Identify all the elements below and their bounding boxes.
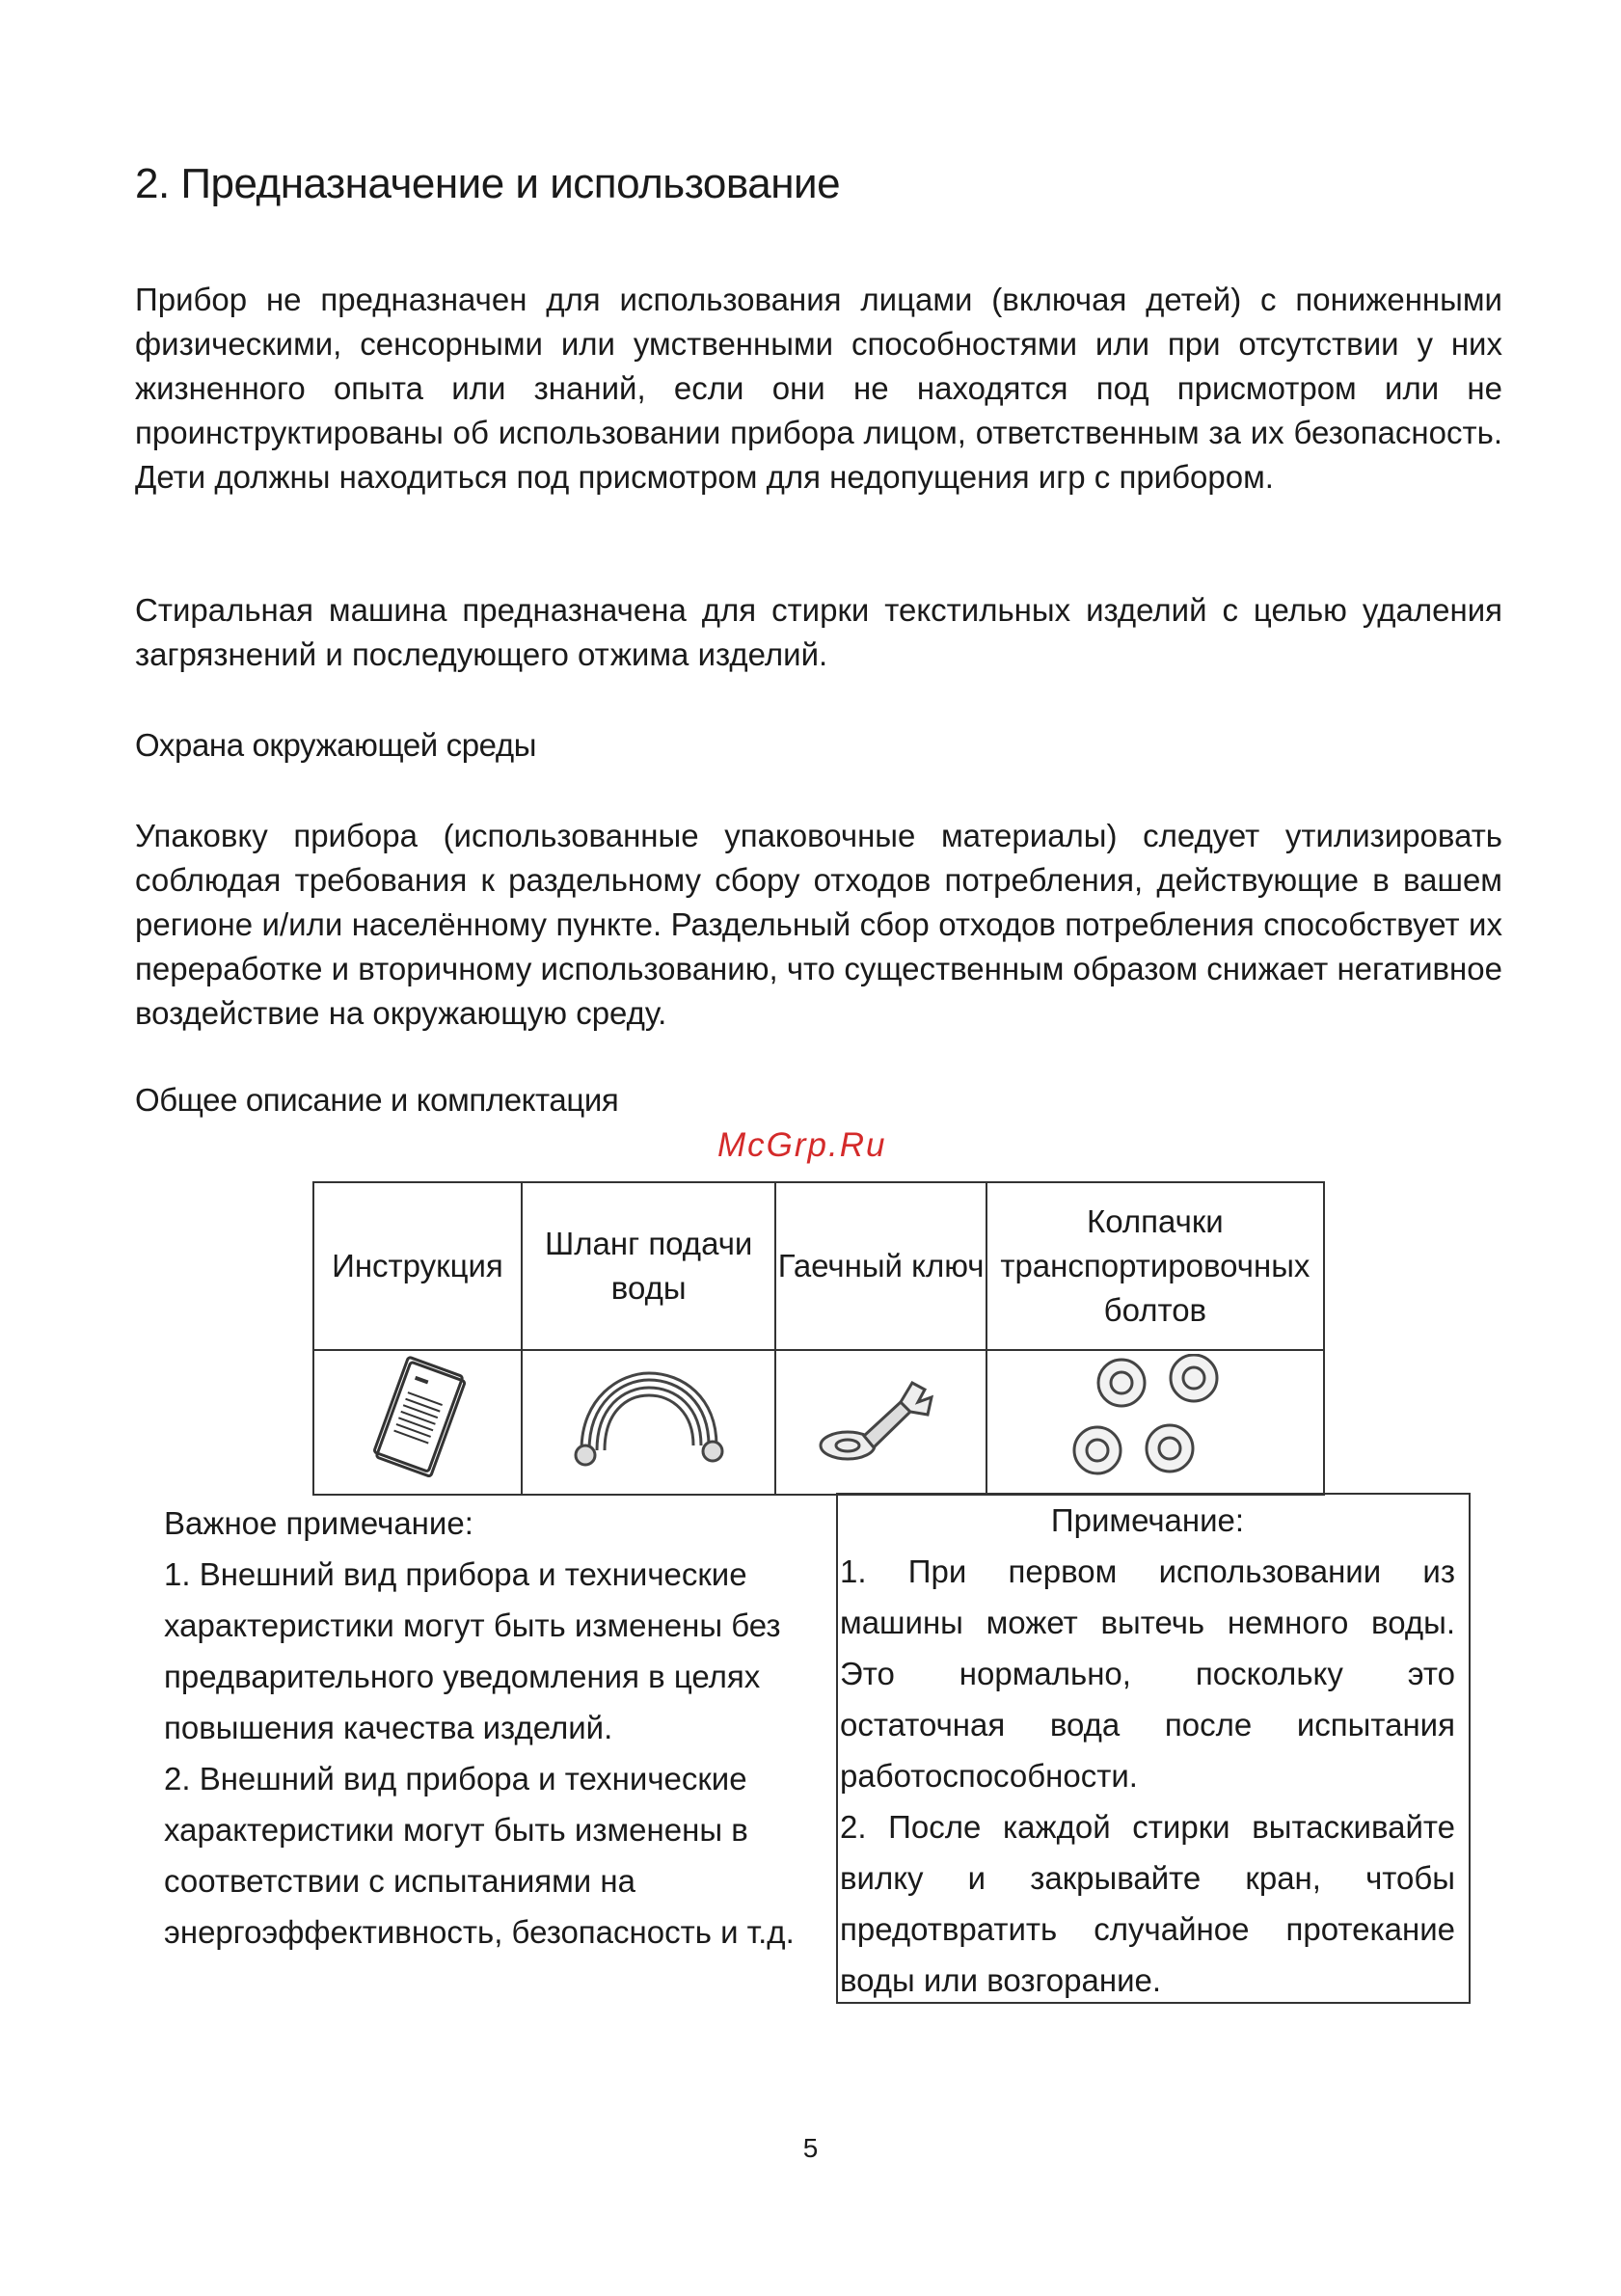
manual-cell (313, 1350, 522, 1495)
important-note-heading: Важное примечание: (164, 1505, 473, 1541)
page-title: 2. Предназначение и использование (135, 160, 841, 207)
note-heading: Примечание: (1050, 1502, 1245, 1538)
caps-cell (986, 1350, 1324, 1495)
hose-cell (522, 1350, 776, 1495)
paragraph-usage-restrictions: Прибор не предназначен для использования лицами (включая детей) с пониженными физическими, сенсорными или умственными способностями или при отсутствии у них жизненного опыта или знаний, если они не находятся под присмотром или не проинструктированы об использовании прибора лицом, ответственным за их безопасность. Дети должны находиться под присмотром для недопущения игр с прибором. (135, 282, 1502, 495)
important-note-line: 1. Внешний вид прибора и технические (164, 1556, 747, 1592)
important-note-line: предварительного уведомления в целях (164, 1659, 761, 1694)
note-item-2: 2. После каждой стирки вытаскивайте вилку и закрывайте кран, чтобы предотвратить случайное протекание воды или возгорание. (840, 1809, 1455, 1998)
wrench-icon (804, 1359, 959, 1474)
hose-icon (562, 1359, 736, 1474)
paragraph-purpose: Стиральная машина предназначена для стирки текстильных изделий с целью удаления загрязнений и последующего отжима изделий. (135, 592, 1502, 672)
kit-table (312, 1181, 1325, 1496)
watermark: McGrp.Ru (717, 1126, 887, 1164)
kit-header-hose: Шланг подачи воды (522, 1182, 776, 1350)
note-item-1: 1. При первом использовании из машины может вытечь немного воды. Это нормально, поскольку это остаточная вода после испытания работоспособности. (840, 1553, 1455, 1794)
bolt-caps-icon (1059, 1354, 1252, 1479)
heading-kit: Общее описание и комплектация (135, 1082, 619, 1118)
kit-header-caps: Колпачки транспортировочных болтов (986, 1182, 1324, 1350)
important-note-line: повышения качества изделий. (164, 1710, 613, 1745)
manual-icon (360, 1354, 475, 1479)
kit-header-manual: Инструкция (313, 1182, 522, 1350)
kit-header-row (313, 1182, 1324, 1350)
kit-header-wrench: Гаечный ключ (775, 1182, 986, 1350)
important-note-line: соответствии с испытаниями на (164, 1863, 635, 1899)
paragraph-environment: Упаковку прибора (использованные упаковочные материалы) следует утилизировать соблюдая требования к раздельному сбору отходов потребления, действующие в вашем регионе и/или населённому пункте. Раздельный сбор отходов потребления способствует их переработке и вторичному использованию, что существенным образом снижает негативное воздействие на окружающую среду. (135, 818, 1502, 1031)
note-box (836, 1493, 1471, 2004)
important-note-line: характеристики могут быть изменены без (164, 1607, 781, 1643)
important-note-line: 2. Внешний вид прибора и технические (164, 1761, 747, 1796)
wrench-cell (775, 1350, 986, 1495)
important-note (164, 1498, 839, 1958)
kit-image-row (313, 1350, 1324, 1495)
page-number: 5 (802, 2133, 819, 2163)
important-note-line: энергоэффективность, безопасность и т.д. (164, 1914, 795, 1950)
heading-environment: Охрана окружающей среды (135, 727, 537, 763)
important-note-line: характеристики могут быть изменены в (164, 1812, 748, 1848)
